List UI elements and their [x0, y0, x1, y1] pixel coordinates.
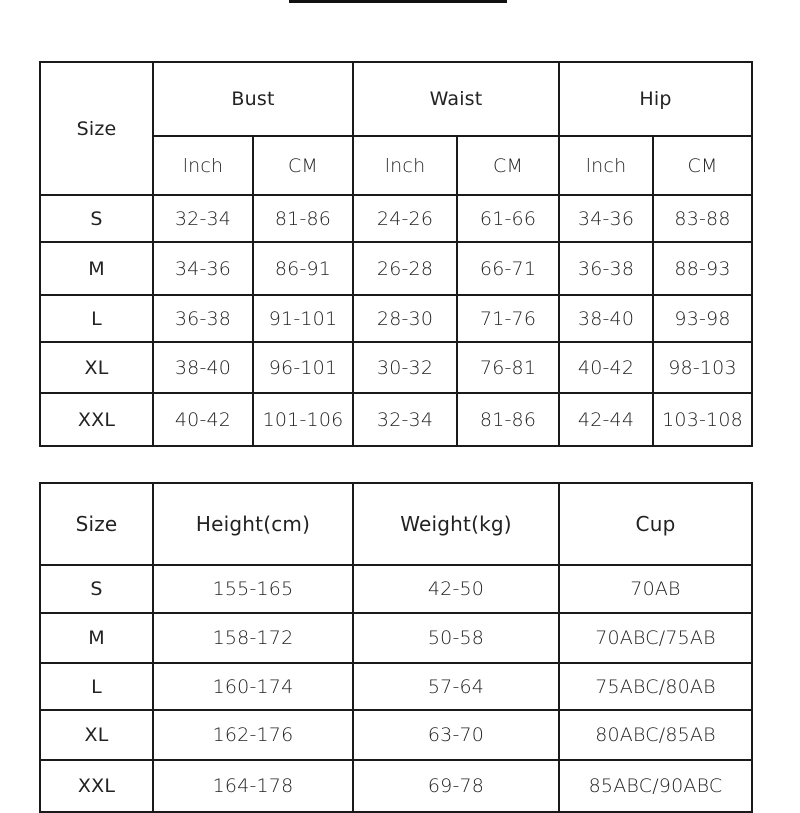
table-row	[40, 565, 752, 613]
hip-header: Hip	[559, 62, 752, 136]
table-row	[40, 393, 752, 446]
weight-cell: 42-50	[353, 565, 559, 613]
cup-cell: 75ABC/80AB	[559, 663, 752, 710]
table-row	[40, 242, 752, 295]
size-header: Size	[40, 483, 153, 565]
waist-cm-cell: 61-66	[457, 195, 559, 242]
height-cell: 158-172	[153, 613, 353, 663]
size-cell: L	[40, 663, 153, 710]
table-row	[40, 295, 752, 342]
bust-cm-cell: 81-86	[253, 195, 353, 242]
hip-inch-cell: 42-44	[559, 393, 653, 446]
table-row	[40, 760, 752, 812]
size-cell: L	[40, 295, 153, 342]
size-cell: XXL	[40, 760, 153, 812]
hip-cm-header: CM	[653, 136, 752, 195]
bust-cm-cell: 96-101	[253, 342, 353, 393]
cup-cell: 85ABC/90ABC	[559, 760, 752, 812]
size-cell: XL	[40, 342, 153, 393]
hip-inch-cell: 40-42	[559, 342, 653, 393]
height-cell: 160-174	[153, 663, 353, 710]
bust-inch-cell: 34-36	[153, 242, 253, 295]
cup-cell: 70ABC/75AB	[559, 613, 752, 663]
hip-cm-cell: 88-93	[653, 242, 752, 295]
waist-inch-cell: 24-26	[353, 195, 457, 242]
weight-cell: 63-70	[353, 710, 559, 760]
bust-inch-cell: 32-34	[153, 195, 253, 242]
table-row	[40, 663, 752, 710]
cup-cell: 80ABC/85AB	[559, 710, 752, 760]
hip-cm-cell: 93-98	[653, 295, 752, 342]
bust-inch-cell: 38-40	[153, 342, 253, 393]
height-cell: 155-165	[153, 565, 353, 613]
hip-inch-cell: 36-38	[559, 242, 653, 295]
table-row	[40, 710, 752, 760]
waist-cm-cell: 76-81	[457, 342, 559, 393]
table-row	[40, 342, 752, 393]
bust-inch-cell: 40-42	[153, 393, 253, 446]
bust-cm-cell: 101-106	[253, 393, 353, 446]
hip-cm-cell: 83-88	[653, 195, 752, 242]
size-cell: XL	[40, 710, 153, 760]
bust-cm-cell: 91-101	[253, 295, 353, 342]
waist-inch-cell: 30-32	[353, 342, 457, 393]
cup-header: Cup	[559, 483, 752, 565]
bust-inch-cell: 36-38	[153, 295, 253, 342]
waist-cm-cell: 71-76	[457, 295, 559, 342]
height-cell: 164-178	[153, 760, 353, 812]
size-cell: S	[40, 565, 153, 613]
bust-inch-header: lnch	[153, 136, 253, 195]
height-header: Height(cm)	[153, 483, 353, 565]
body-measurements-table	[39, 61, 753, 447]
waist-inch-cell: 28-30	[353, 295, 457, 342]
hip-cm-cell: 103-108	[653, 393, 752, 446]
height-weight-cup-table	[39, 482, 753, 813]
bust-cm-cell: 86-91	[253, 242, 353, 295]
weight-cell: 50-58	[353, 613, 559, 663]
size-cell: M	[40, 613, 153, 663]
table-row	[40, 613, 752, 663]
hip-cm-cell: 98-103	[653, 342, 752, 393]
weight-header: Weight(kg)	[353, 483, 559, 565]
waist-header: Waist	[353, 62, 559, 136]
weight-cell: 69-78	[353, 760, 559, 812]
size-cell: M	[40, 242, 153, 295]
waist-inch-cell: 32-34	[353, 393, 457, 446]
waist-inch-header: lnch	[353, 136, 457, 195]
height-cell: 162-176	[153, 710, 353, 760]
size-header: Size	[40, 62, 153, 195]
bust-header: Bust	[153, 62, 353, 136]
waist-inch-cell: 26-28	[353, 242, 457, 295]
weight-cell: 57-64	[353, 663, 559, 710]
size-cell: XXL	[40, 393, 153, 446]
cup-cell: 70AB	[559, 565, 752, 613]
size-cell: S	[40, 195, 153, 242]
hip-inch-cell: 34-36	[559, 195, 653, 242]
waist-cm-cell: 66-71	[457, 242, 559, 295]
hip-inch-cell: 38-40	[559, 295, 653, 342]
waist-cm-cell: 81-86	[457, 393, 559, 446]
bust-cm-header: CM	[253, 136, 353, 195]
hip-inch-header: lnch	[559, 136, 653, 195]
top-divider	[289, 0, 507, 3]
table-row	[40, 195, 752, 242]
waist-cm-header: CM	[457, 136, 559, 195]
